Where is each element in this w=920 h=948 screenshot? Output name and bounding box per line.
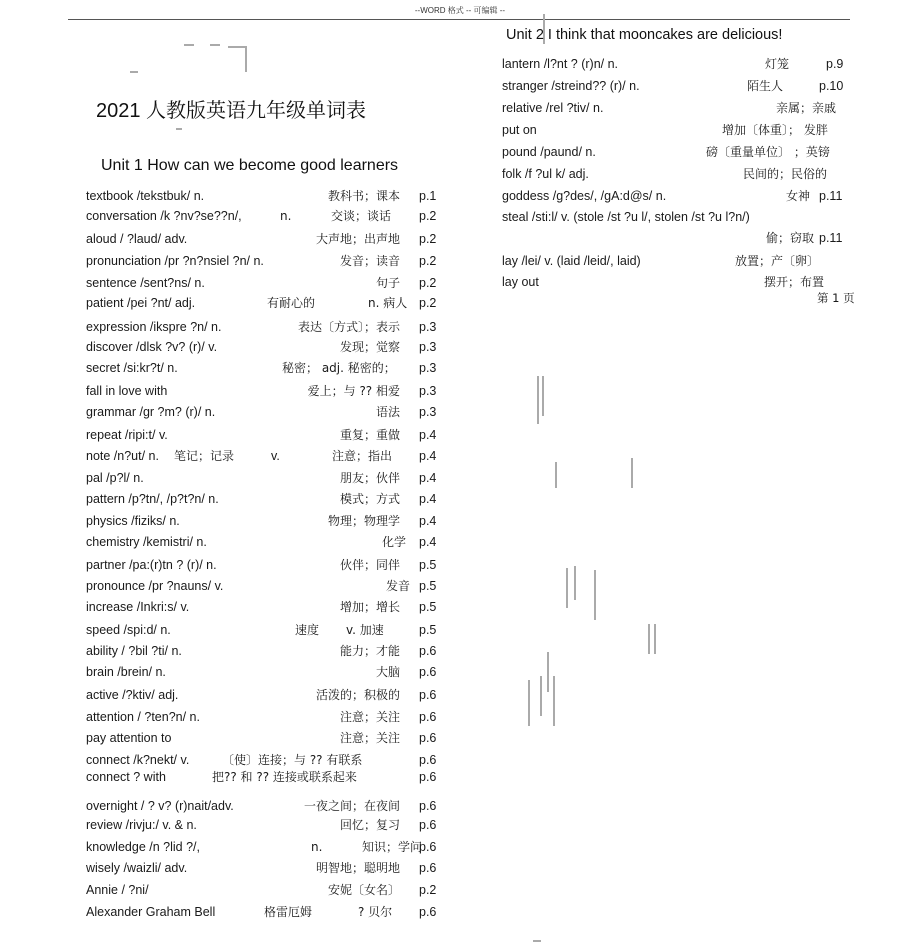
vocab-meaning: 磅〔重量单位〕 ；英镑: [706, 145, 830, 159]
vocab-word: attention / ?ten?n/ n.: [86, 710, 200, 724]
vocab-page: p.4: [419, 514, 437, 528]
vocab-row: [86, 207, 446, 225]
vocab-word: pound /paund/ n.: [502, 145, 596, 159]
vocab-row: [502, 121, 872, 139]
vocab-word: pronunciation /pr ?n?nsiel ?n/ n.: [86, 254, 264, 268]
vocab-page: p.3: [419, 384, 437, 398]
vocab-meaning: n. 病人: [368, 296, 408, 310]
vocab-word: speed /spi:d/ n.: [86, 623, 171, 637]
vocab-row: [86, 729, 446, 747]
vocab-meaning: 重复；重做: [339, 428, 400, 442]
vocab-row: [86, 903, 446, 921]
vocab-word: goddess /g?des/, /gA:d@s/ n.: [502, 189, 667, 203]
vocab-row: [86, 663, 446, 681]
vocab-row: [86, 816, 446, 834]
vocab-row: [86, 577, 446, 595]
vocab-word: connect /k?nekt/ v.: [86, 753, 190, 767]
vocab-meaning: v. 加速: [346, 623, 384, 637]
vocab-meaning: 安妮〔女名〕: [327, 883, 400, 897]
vocab-page: p.6: [419, 905, 437, 919]
vocab-meaning: 朋友；伙伴: [339, 471, 400, 485]
vocab-meaning: 教科书；课本: [327, 189, 400, 203]
scan-artifact: [245, 46, 247, 72]
vocab-meaning: 模式；方式: [339, 492, 400, 506]
scan-artifact: [547, 652, 549, 692]
vocab-row: [86, 556, 446, 574]
vocab-row: [86, 751, 446, 769]
vocab-row: [86, 512, 446, 530]
vocab-word: increase /Inkri:s/ v.: [86, 600, 190, 614]
vocab-word: textbook /tekstbuk/ n.: [86, 189, 205, 203]
vocab-page: p.5: [419, 558, 437, 572]
vocab-meaning: 注意；指出: [332, 449, 393, 463]
vocab-page: p.6: [419, 770, 437, 784]
vocab-meaning: 亲属；亲戚: [776, 101, 837, 115]
vocab-row: [86, 881, 446, 899]
vocab-row: [502, 165, 872, 183]
vocab-page: p.6: [419, 644, 437, 658]
vocab-row: [502, 143, 872, 161]
unit1-heading: Unit 1 How can we become good learners: [101, 157, 399, 174]
vocab-word: grammar /gr ?m? (r)/ n.: [86, 405, 216, 419]
vocab-page: p.2: [419, 296, 437, 310]
vocab-row: [86, 621, 446, 639]
vocab-row: [86, 338, 446, 356]
vocab-word: secret /si:kr?t/ n.: [86, 361, 178, 375]
page-number: 第 1 页: [817, 291, 855, 305]
vocab-word: fall in love with: [86, 384, 168, 398]
scan-artifact: [210, 44, 220, 46]
vocab-page: p.10: [819, 79, 844, 93]
vocab-row: [86, 403, 446, 421]
header-divider: [68, 19, 850, 20]
vocab-word: repeat /ripi:t/ v.: [86, 428, 168, 442]
scan-artifact: [528, 680, 530, 726]
vocab-word: pay attention to: [86, 731, 172, 745]
vocab-meaning: 知识；学问: [362, 840, 423, 854]
scan-artifact: [574, 566, 576, 600]
scan-artifact: [594, 570, 596, 620]
vocab-page: p.11: [819, 231, 843, 245]
vocab-page: p.3: [419, 320, 437, 334]
vocab-row: [86, 318, 446, 336]
vocab-meaning: 秘密； adj. 秘密的；: [282, 361, 396, 375]
vocab-page: p.6: [419, 731, 437, 745]
vocab-extra: n.: [280, 209, 292, 223]
vocab-row: [86, 469, 446, 487]
vocab-word: connect ? with: [86, 770, 166, 784]
vocab-row: [86, 642, 446, 660]
scan-artifact: [553, 676, 555, 726]
unit2-heading: Unit 2 I think that mooncakes are delicious!: [506, 27, 783, 43]
vocab-meaning: 增加〔体重〕； 发胖: [722, 123, 828, 137]
vocab-page: p.4: [419, 492, 437, 506]
vocab-row: [502, 208, 872, 226]
vocab-page: p.2: [419, 209, 437, 223]
vocab-word: lay /lei/ v. (laid /leid/, laid): [502, 254, 641, 268]
vocab-row: [86, 859, 446, 877]
scan-artifact: [654, 624, 656, 654]
vocab-meaning: 摆开；布置: [764, 275, 825, 289]
vocab-word: partner /pa:(r)tn ? (r)/ n.: [86, 558, 217, 572]
vocab-meaning: 回忆；复习: [339, 818, 400, 832]
scan-artifact: [176, 128, 182, 130]
vocab-page: p.5: [419, 623, 437, 637]
vocab-word: Annie / ?ni/: [86, 883, 149, 897]
vocab-page: p.6: [419, 799, 437, 813]
vocab-meaning: 语法: [375, 405, 400, 419]
vocab-meaning: 发音；读音: [339, 254, 400, 268]
vocab-extra: 笔记；记录: [174, 449, 235, 463]
vocab-meaning: 注意；关注: [339, 710, 400, 724]
vocab-row: [86, 598, 446, 616]
vocab-word: steal /sti:l/ v. (stole /st ?u l/, stolen /st ?u l?n/): [502, 210, 750, 224]
vocab-word: stranger /streind?? (r)/ n.: [502, 79, 640, 93]
vocab-word: put on: [502, 123, 537, 137]
scan-artifact: [648, 624, 650, 654]
vocab-word: conversation /k ?nv?se??n/,: [86, 209, 242, 223]
vocab-meaning: 物理；物理学: [327, 514, 400, 528]
vocab-page: p.9: [826, 57, 844, 71]
vocab-page: p.4: [419, 428, 437, 442]
scan-artifact: [184, 44, 194, 46]
vocab-word: physics /fiziks/ n.: [86, 514, 180, 528]
scan-artifact: [228, 46, 246, 48]
vocab-word: active /?ktiv/ adj.: [86, 688, 179, 702]
vocab-row: [86, 294, 446, 312]
vocab-extra: n.: [311, 840, 323, 854]
vocab-row: [86, 447, 446, 465]
vocab-word: discover /dlsk ?v? (r)/ v.: [86, 340, 218, 354]
vocab-meaning: 爱上；与 ?? 相爱: [307, 384, 400, 398]
vocab-page: p.6: [419, 861, 437, 875]
vocab-meaning: 伙伴；同伴: [339, 558, 400, 572]
vocab-word: pal /p?l/ n.: [86, 471, 144, 485]
vocab-page: p.6: [419, 665, 437, 679]
vocab-meaning: 增加；增长: [339, 600, 400, 614]
vocab-meaning: 注意；关注: [339, 731, 400, 745]
scan-artifact: [537, 376, 539, 424]
vocab-word: relative /rel ?tiv/ n.: [502, 101, 604, 115]
scan-artifact: [555, 462, 557, 488]
vocab-meaning: 句子: [375, 276, 400, 290]
vocab-meaning: 交谈；谈话: [331, 209, 392, 223]
vocab-row: [502, 187, 872, 205]
vocab-row: [86, 359, 446, 377]
vocab-meaning: 化学: [382, 535, 407, 549]
vocab-row: [502, 55, 872, 73]
scan-artifact: [542, 376, 544, 416]
vocab-page: p.6: [419, 753, 437, 767]
vocab-word: folk /f ?ul k/ adj.: [502, 167, 589, 181]
vocab-word: aloud / ?laud/ adv.: [86, 232, 188, 246]
vocab-meaning: 放置；产〔卵〕: [735, 254, 820, 268]
vocab-row: [86, 426, 446, 444]
vocab-word: chemistry /kemistri/ n.: [86, 535, 207, 549]
vocab-page: p.4: [419, 535, 437, 549]
vocab-row: [502, 252, 872, 270]
vocab-meaning: ? 贝尔: [358, 905, 393, 919]
vocab-row: [502, 229, 872, 247]
vocab-word: note /n?ut/ n.: [86, 449, 159, 463]
vocab-word: wisely /waizli/ adv.: [86, 861, 188, 875]
vocab-row: [86, 187, 446, 205]
vocab-page: p.3: [419, 361, 437, 375]
vocab-page: p.4: [419, 449, 437, 463]
vocab-meaning: 明智地；聪明地: [315, 861, 400, 875]
vocab-row: [86, 838, 446, 856]
vocab-word: sentence /sent?ns/ n.: [86, 276, 205, 290]
vocab-word: brain /brein/ n.: [86, 665, 166, 679]
scan-artifact: [533, 940, 541, 942]
vocab-row: [86, 768, 446, 786]
vocab-meaning: 大声地；出声地: [315, 232, 400, 246]
vocab-word: overnight / ? v? (r)nait/adv.: [86, 799, 234, 813]
vocab-page: p.6: [419, 818, 437, 832]
vocab-meaning: 表达〔方式〕；表示: [297, 320, 400, 334]
vocab-row: [86, 230, 446, 248]
vocab-row: [86, 490, 446, 508]
vocab-word: pattern /p?tn/, /p?t?n/ n.: [86, 492, 219, 506]
vocab-meaning: 活泼的；积极的: [315, 688, 400, 702]
vocab-word: patient /pei ?nt/ adj.: [86, 296, 196, 310]
vocab-row: [86, 274, 446, 292]
vocab-word: review /rivju:/ v. & n.: [86, 818, 197, 832]
vocab-meaning: 大脑: [375, 665, 400, 679]
vocab-extra: v.: [271, 449, 280, 463]
vocab-meaning: 发音: [386, 579, 411, 593]
vocab-page: p.4: [419, 471, 437, 485]
scan-artifact: [566, 568, 568, 608]
vocab-meaning: 民间的；民俗的: [743, 167, 828, 181]
vocab-row: [502, 99, 872, 117]
vocab-meaning: 偷；窃取: [766, 231, 815, 245]
scan-artifact: [130, 71, 138, 73]
vocab-page: p.5: [419, 579, 437, 593]
vocab-row: [86, 797, 446, 815]
vocab-extra: 速度: [295, 623, 320, 637]
vocab-meaning: 〔使〕连接；与 ?? 有联系: [222, 753, 363, 767]
vocab-row: [86, 686, 446, 704]
vocab-word: Alexander Graham Bell: [86, 905, 216, 919]
scan-artifact: [540, 676, 542, 716]
vocab-meaning: 陌生人: [747, 79, 784, 93]
vocab-meaning: 能力；才能: [339, 644, 400, 658]
vocab-page: p.6: [419, 688, 437, 702]
vocab-word: ability / ?bil ?ti/ n.: [86, 644, 182, 658]
vocab-extra: 有耐心的: [267, 296, 316, 310]
vocab-row: [86, 533, 446, 551]
scan-artifact: [631, 458, 633, 488]
vocab-page: p.6: [419, 840, 437, 854]
vocab-word: expression /ikspre ?n/ n.: [86, 320, 222, 334]
vocab-row: [86, 382, 446, 400]
vocab-meaning: 灯笼: [765, 57, 790, 71]
vocab-page: p.6: [419, 710, 437, 724]
vocab-word: lantern /l?nt ? (r)n/ n.: [502, 57, 619, 71]
document-title: 2021 人教版英语九年级单词表: [96, 100, 367, 122]
page-header: --WORD 格式 -- 可编辑 --: [414, 6, 506, 15]
vocab-page: p.11: [819, 189, 843, 203]
vocab-word: lay out: [502, 275, 539, 289]
vocab-page: p.2: [419, 883, 437, 897]
vocab-row: [86, 708, 446, 726]
vocab-row: [86, 252, 446, 270]
vocab-word: pronounce /pr ?nauns/ v.: [86, 579, 224, 593]
vocab-page: p.2: [419, 254, 437, 268]
vocab-meaning: 发现；觉察: [339, 340, 400, 354]
vocab-meaning: 把?? 和 ?? 连接或联系起来: [212, 770, 357, 784]
vocab-extra: 格雷厄姆: [264, 905, 313, 919]
vocab-page: p.2: [419, 276, 437, 290]
vocab-word: knowledge /n ?lid ?/,: [86, 840, 200, 854]
vocab-page: p.5: [419, 600, 437, 614]
vocab-page: p.2: [419, 232, 437, 246]
vocab-meaning: 女神: [786, 189, 811, 203]
vocab-page: p.3: [419, 405, 437, 419]
vocab-page: p.1: [419, 189, 437, 203]
vocab-meaning: 一夜之间；在夜间: [303, 799, 400, 813]
vocab-page: p.3: [419, 340, 437, 354]
vocab-row: [502, 77, 872, 95]
vocab-row: [502, 273, 872, 291]
